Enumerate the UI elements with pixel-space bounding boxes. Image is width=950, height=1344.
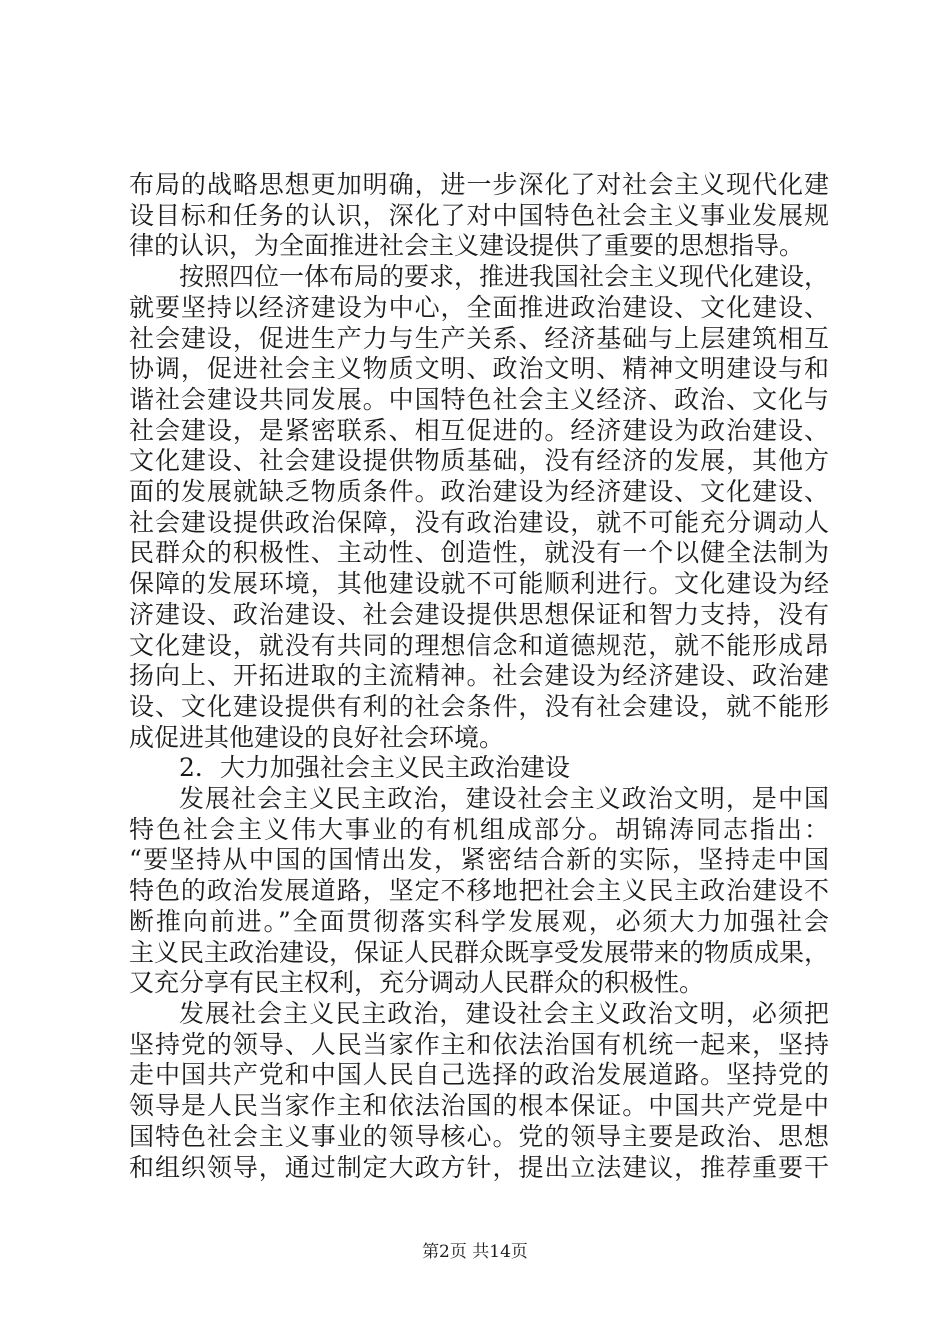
text-line: 保障的发展环境，其他建设就不可能顺利进行。文化建设为经: [129, 569, 829, 599]
text-line: 坚持党的领导、人民当家作主和依法治国有机统一起来，坚持: [129, 1029, 829, 1059]
text-line: 主义民主政治建设，保证人民群众既享受发展带来的物质成果，: [129, 937, 830, 967]
text-line: 发展社会主义民主政治，建设社会主义政治文明，必须把: [179, 998, 829, 1028]
text-line: 国特色社会主义事业的领导核心。党的领导主要是政治、思想: [129, 1121, 829, 1151]
text-line: “要坚持从中国的国情出发，紧密结合新的实际，坚持走中国: [129, 845, 829, 875]
text-line: 律的认识，为全面推进社会主义建设提供了重要的思想指导。: [129, 231, 805, 261]
document-body: [129, 170, 829, 1183]
text-line: 成促进其他建设的良好社会环境。: [129, 722, 505, 752]
text-line: 特色社会主义伟大事业的有机组成部分。胡锦涛同志指出：: [129, 814, 829, 844]
text-line: 设目标和任务的认识，深化了对中国特色社会主义事业发展规: [129, 200, 829, 230]
text-line: 扬向上、开拓进取的主流精神。社会建设为经济建设、政治建: [129, 661, 829, 691]
text-line: 发展社会主义民主政治，建设社会主义政治文明，是中国: [179, 784, 829, 814]
text-line: 文化建设、社会建设提供物质基础，没有经济的发展，其他方: [129, 446, 829, 476]
text-line: 设、文化建设提供有利的社会条件，没有社会建设，就不能形: [129, 691, 829, 721]
text-line: 文化建设，就没有共同的理想信念和道德规范，就不能形成昂: [129, 630, 829, 660]
text-line: 特色的政治发展道路，坚定不移地把社会主义民主政治建设不: [129, 876, 829, 906]
page-footer: 第2页 共14页: [422, 1242, 528, 1262]
text-line: 济建设、政治建设、社会建设提供思想保证和智力支持，没有: [129, 599, 829, 629]
text-line: 按照四位一体布局的要求，推进我国社会主义现代化建设，: [179, 262, 830, 292]
text-line: 民群众的积极性、主动性、创造性，就没有一个以健全法制为: [129, 538, 829, 568]
text-line: 布局的战略思想更加明确，进一步深化了对社会主义现代化建: [129, 170, 829, 199]
text-line: 社会建设，促进生产力与生产关系、经济基础与上层建筑相互: [129, 323, 829, 353]
text-line: 社会建设提供政治保障，没有政治建设，就不可能充分调动人: [129, 507, 829, 537]
text-line: 又充分享有民主权利，充分调动人民群众的积极性。: [129, 968, 705, 998]
text-line: 协调，促进社会主义物质文明、政治文明、精神文明建设与和: [129, 354, 829, 384]
text-line: 谐社会建设共同发展。中国特色社会主义经济、政治、文化与: [129, 384, 829, 414]
text-line: 走中国共产党和中国人民自己选择的政治发展道路。坚持党的: [129, 1060, 829, 1090]
text-line: 断推向前进。”全面贯彻落实科学发展观，必须大力加强社会: [129, 906, 829, 936]
text-line: 社会建设，是紧密联系、相互促进的。经济建设为政治建设、: [129, 415, 829, 445]
text-line: 2．大力加强社会主义民主政治建设: [179, 753, 570, 783]
text-line: 领导是人民当家作主和依法治国的根本保证。中国共产党是中: [129, 1091, 829, 1121]
text-line: 就要坚持以经济建设为中心，全面推进政治建设、文化建设、: [129, 292, 829, 322]
text-line: 面的发展就缺乏物质条件。政治建设为经济建设、文化建设、: [129, 477, 829, 507]
text-line: 和组织领导，通过制定大政方针，提出立法建议，推荐重要干: [129, 1152, 829, 1182]
